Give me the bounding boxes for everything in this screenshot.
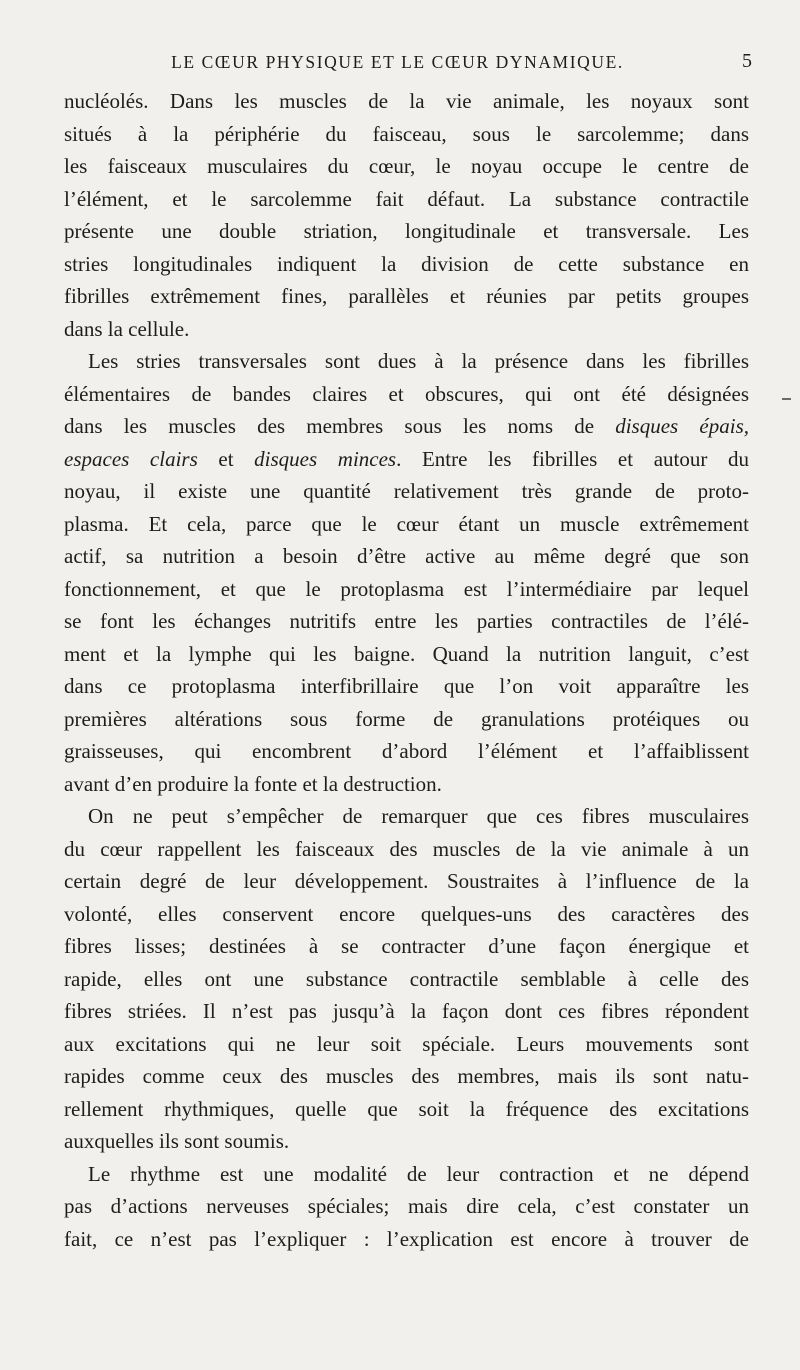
page-number: 5 <box>742 50 752 72</box>
text-line: se font les échanges nutritifs entre les parties contractiles de l’élé- <box>64 609 749 633</box>
text-line: rapide, elles ont une substance contractile semblable à celle des <box>64 966 749 991</box>
text-line: dans ce protoplasma interfibrillaire que l’on voit apparaître les <box>64 674 749 698</box>
text-line: fibres lisses; destinées à se contracter d’une façon énergique et <box>64 934 749 958</box>
text-line: nucléolés. Dans les muscles de la vie animale, les noyaux sont <box>64 89 749 113</box>
text-line: les faisceaux musculaires du cœur, le noyau occupe le centre de <box>64 154 749 178</box>
text-line <box>64 410 749 443</box>
text-run: . Entre les fibrilles et autour du <box>396 446 749 471</box>
paragraph-start-line: Les stries transversales sont dues à la présence dans les fibrilles <box>88 349 749 373</box>
italic-term: disques épais, <box>615 414 749 438</box>
text-line: présente une double striation, longitudinale et transversale. Les <box>64 219 749 243</box>
text-line: noyau, il existe une quantité relativement très grande de proto- <box>64 479 749 503</box>
text-line: pas d’actions nerveuses spéciales; mais dire cela, c’est constater un <box>64 1194 749 1218</box>
text-line: certain degré de leur développement. Soustraites à l’influence de la <box>64 869 749 893</box>
italic-term: espaces clairs <box>64 446 198 471</box>
text-line <box>64 443 749 476</box>
text-line: premières altérations sous forme de granulations protéiques ou <box>64 706 749 731</box>
text-line: situés à la périphérie du faisceau, sous le sarcolemme; dans <box>64 121 749 146</box>
text-line: actif, sa nutrition a besoin d’être active au même degré que son <box>64 544 749 568</box>
text-line: l’élément, et le sarcolemme fait défaut. La substance contractile <box>64 186 749 211</box>
paragraph-start-line: On ne peut s’empêcher de remarquer que ces fibres musculaires <box>88 804 749 828</box>
text-line: fait, ce n’est pas l’expliquer : l’explication est encore à trouver de <box>64 1226 749 1251</box>
italic-term: disques minces <box>254 446 397 471</box>
text-line: fibrilles extrêmement fines, parallèles et réunies par petits groupes <box>64 284 749 308</box>
text-line: volonté, elles conservent encore quelques-uns des caractères des <box>64 901 749 926</box>
text-line: du cœur rappellent les faisceaux des muscles de la vie animale à un <box>64 836 749 861</box>
paragraph-end-line: auxquelles ils sont soumis. <box>64 1129 290 1153</box>
text-run: et <box>197 446 255 471</box>
text-line: rapides comme ceux des muscles des membres, mais ils sont natu- <box>64 1064 749 1088</box>
text-line: fonctionnement, et que le protoplasma est l’intermédiaire par lequel <box>64 576 749 601</box>
paragraph-end-line: avant d’en produire la fonte et la destruction. <box>64 771 442 796</box>
text-line: aux excitations qui ne leur soit spéciale. Leurs mouvements sont <box>64 1031 749 1056</box>
text-line: rellement rhythmiques, quelle que soit la fréquence des excitations <box>64 1096 749 1121</box>
running-head: LE CŒUR PHYSIQUE ET LE CŒUR DYNAMIQUE. <box>171 52 624 72</box>
text-line: stries longitudinales indiquent la division de cette substance en <box>64 251 749 276</box>
paragraph-end-line: dans la cellule. <box>64 316 190 341</box>
text-line: ment et la lymphe qui les baigne. Quand la nutrition languit, c’est <box>64 641 749 666</box>
body-text <box>64 85 749 1255</box>
text-line: fibres striées. Il n’est pas jusqu’à la façon dont ces fibres répondent <box>64 999 749 1023</box>
text-line: élémentaires de bandes claires et obscures, qui ont été désignées <box>64 381 749 406</box>
text-line: graisseuses, qui encombrent d’abord l’élément et l’affaiblissent <box>64 739 749 763</box>
margin-mark <box>782 398 791 400</box>
text-run: dans les muscles des membres sous les noms de <box>64 414 616 438</box>
paragraph-start-line: Le rhythme est une modalité de leur contraction et ne dépend <box>88 1161 749 1186</box>
text-line: plasma. Et cela, parce que le cœur étant un muscle extrêmement <box>64 511 749 536</box>
